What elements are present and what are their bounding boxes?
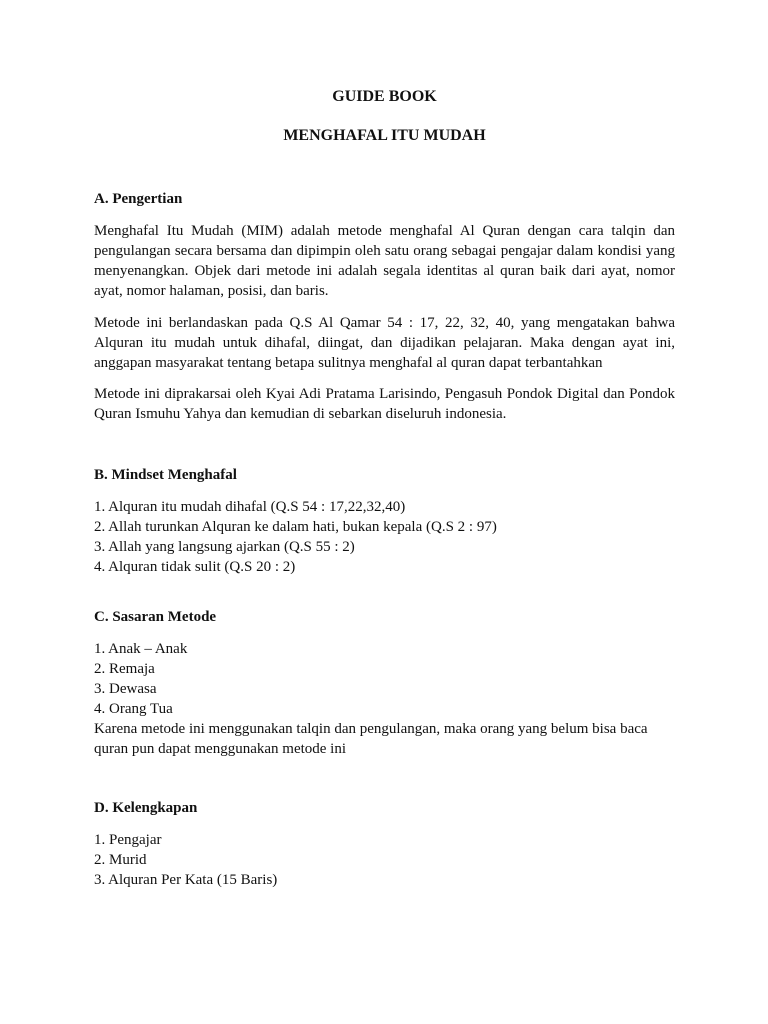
- list-item: 4. Alquran tidak sulit (Q.S 20 : 2): [94, 559, 296, 575]
- list-item: 3. Dewasa: [94, 681, 157, 697]
- section-pengertian: [94, 189, 675, 424]
- mindset-list: [94, 497, 675, 577]
- list-item: 1. Anak – Anak: [94, 641, 188, 657]
- section-heading: B. Mindset Menghafal: [94, 467, 237, 483]
- list-item: 1. Pengajar: [94, 832, 162, 848]
- paragraph: Metode ini diprakarsai oleh Kyai Adi Pratama Larisindo, Pengasuh Pondok Digital dan Pondok Quran Ismuhu Yahya dan kemudian di sebarkan diseluruh indonesia.: [94, 386, 675, 422]
- target-note: Karena metode ini menggunakan talqin dan pengulangan, maka orang yang belum bisa baca quran pun dapat menggunakan metode ini: [94, 721, 648, 757]
- list-item: 3. Alquran Per Kata (15 Baris): [94, 872, 278, 888]
- target-list: [94, 639, 675, 719]
- paragraph: Menghafal Itu Mudah (MIM) adalah metode menghafal Al Quran dengan cara talqin dan pengulangan secara bersama dan dipimpin oleh satu orang sebagai pengajar dalam kondisi yang menyenangkan. Objek dari metode ini adalah segala identitas al quran baik dari ayat, nomor ayat, nomor halaman, posisi, dan baris.: [94, 223, 675, 299]
- section-heading: A. Pengertian: [94, 191, 183, 207]
- list-item: 2. Remaja: [94, 661, 155, 677]
- section-kelengkapan: [94, 798, 675, 890]
- list-item: 3. Allah yang langsung ajarkan (Q.S 55 : 2): [94, 539, 355, 555]
- section-heading: D. Kelengkapan: [94, 800, 198, 816]
- document-content: [94, 86, 675, 890]
- document-subtitle: MENGHAFAL ITU MUDAH: [283, 127, 486, 144]
- list-item: 4. Orang Tua: [94, 701, 173, 717]
- section-heading: C. Sasaran Metode: [94, 609, 217, 625]
- list-item: 2. Allah turunkan Alquran ke dalam hati, bukan kepala (Q.S 2 : 97): [94, 519, 497, 535]
- equipment-list: [94, 830, 675, 890]
- list-item: 1. Alquran itu mudah dihafal (Q.S 54 : 17,22,32,40): [94, 499, 406, 515]
- section-sasaran: [94, 607, 675, 759]
- list-item: 2. Murid: [94, 852, 147, 868]
- document-title: GUIDE BOOK: [332, 88, 437, 105]
- section-mindset: [94, 465, 675, 577]
- paragraph: Metode ini berlandaskan pada Q.S Al Qamar 54 : 17, 22, 32, 40, yang mengatakan bahwa Alquran itu mudah untuk dihafal, diingat, dan dijadikan pelajaran. Maka dengan ayat ini, anggapan masyarakat tentang betapa sulitnya menghafal al quran dapat terbantahkan: [94, 315, 675, 371]
